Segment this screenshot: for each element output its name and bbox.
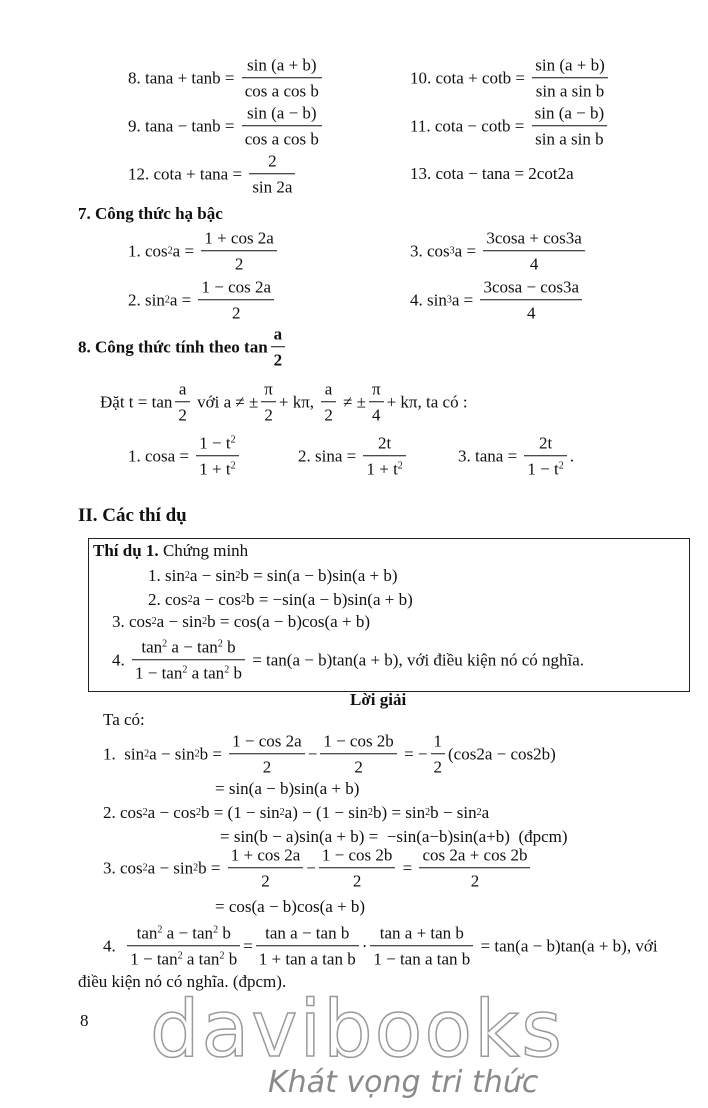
text: 1 − tan a tan b [373, 949, 471, 969]
numerator [138, 636, 238, 659]
text: 1 + cos 2a [204, 228, 274, 248]
superscript: 2 [213, 924, 219, 936]
denominator [228, 868, 304, 892]
text: a − sin [147, 858, 194, 877]
fraction [175, 378, 190, 426]
numerator [536, 432, 555, 455]
text: a = [172, 241, 199, 260]
formula-12 [128, 150, 298, 198]
section-heading-ii [78, 505, 187, 527]
denominator [261, 402, 276, 426]
text: b = [199, 744, 227, 763]
text: b [218, 923, 231, 943]
fraction [198, 276, 274, 324]
text: b = sin(a − b)sin(a + b) [240, 566, 398, 585]
denominator [319, 868, 396, 892]
text: a [481, 803, 490, 822]
text: 1 + t [199, 459, 231, 479]
text: = cos(a − b)cos(a + b) [215, 897, 366, 916]
superscript: 2 [182, 664, 188, 676]
text: 1. sin [148, 566, 185, 585]
text: a − cos [147, 803, 196, 822]
text: 1. cosa = [128, 446, 194, 465]
formula-13 [410, 164, 574, 184]
text: a [324, 379, 333, 399]
text: tan a + tan b [379, 923, 464, 943]
text: 2 [261, 871, 270, 891]
text: 1 − cos 2b [323, 731, 394, 751]
text: 11. cota − cotb = [410, 116, 529, 135]
fraction [201, 227, 277, 275]
text: 2. cos [148, 590, 188, 609]
denominator [175, 402, 190, 426]
example-item-1: 1. sin 2 a − sin 2 b = sin(a − b)sin(a + b) [148, 566, 398, 585]
formula-ha-bac-4: 4. sin 3 a = $\frac{3\cos a - \cos 3a}{4}$ [410, 276, 585, 324]
fraction [320, 730, 397, 778]
text: 1. cos [128, 241, 168, 260]
watermark-logo: davibooks [150, 985, 564, 1075]
text: 8. tana + tanb = [128, 68, 239, 87]
text: b [222, 637, 236, 657]
numerator [419, 844, 530, 867]
text: 4 [529, 254, 539, 274]
text: b) = sin [373, 803, 426, 822]
numerator [322, 378, 336, 401]
denominator [271, 347, 286, 371]
text: Đặt t = tan [100, 392, 173, 411]
numerator [228, 844, 304, 867]
text: (cos2a − cos2b) [448, 744, 556, 763]
fraction [321, 378, 336, 426]
numerator [244, 54, 320, 77]
text: 2 [264, 405, 273, 425]
text: 3. cos [112, 612, 152, 631]
formula-8 [128, 54, 325, 102]
text: b [229, 663, 242, 683]
denominator [256, 946, 359, 970]
superscript: 2 [397, 460, 403, 472]
example-item-2: 2. cos 2 a − cos 2 b = −sin(a − b)sin(a + b) [148, 590, 413, 609]
denominator [242, 126, 322, 150]
fraction [127, 922, 240, 970]
denominator [229, 754, 305, 778]
text: sin (a + b) [247, 55, 317, 75]
text: 1 − t [199, 433, 231, 453]
fraction [369, 378, 384, 426]
fraction [370, 922, 473, 970]
formula-9 [128, 102, 325, 150]
text: 2 [268, 151, 277, 171]
text: a − sin [149, 744, 195, 763]
text: + kπ, [278, 392, 319, 411]
text: 2 [262, 757, 272, 777]
fraction [132, 636, 245, 684]
text: 2 [273, 350, 283, 370]
text: 3. cos [103, 858, 143, 877]
fraction [483, 227, 585, 275]
text: = − [399, 744, 428, 763]
superscript: 2 [162, 638, 168, 650]
section-heading-8 [78, 323, 288, 371]
text: b = [198, 858, 225, 877]
text: với a ≠ ± [192, 392, 259, 411]
text: 10. cota + cotb = [410, 68, 530, 87]
fraction [271, 323, 286, 371]
text: 1 − cos 2a [232, 731, 302, 751]
text: ≠ ± [338, 392, 366, 411]
text: 2 [470, 871, 480, 891]
text: b = −sin(a − b)sin(a + b) [245, 590, 413, 609]
numerator [431, 730, 446, 753]
numerator [483, 227, 585, 250]
denominator [132, 660, 245, 684]
text: = sin(b − a)sin(a + b) = −sin(a−b)sin(a+b) (đpcm) [220, 827, 568, 846]
example-item-3: 3. cos 2 a − sin 2 b = cos(a − b)cos(a + b) [112, 612, 370, 631]
text: 1 + cos 2a [230, 845, 301, 865]
watermark-slogan: Khát vọng tri thức [268, 1065, 539, 1100]
section-heading-7 [78, 204, 223, 224]
text: 4 [372, 405, 381, 425]
text: 2t [378, 433, 392, 453]
text: b = cos(a − b)cos(a + b) [207, 612, 370, 631]
solution-4 [103, 922, 658, 970]
numerator [375, 432, 394, 455]
text: 1 [433, 731, 442, 751]
numerator [532, 102, 608, 125]
numerator [198, 276, 274, 299]
text: 1. sin [103, 744, 145, 763]
text: 1 + t [366, 459, 398, 479]
text: 3. tana = [458, 446, 522, 465]
text: a tan [187, 663, 225, 683]
superscript: 2 [157, 924, 163, 936]
text: 2t [538, 433, 553, 453]
text: 2 [178, 405, 187, 425]
denominator [370, 946, 473, 970]
fraction [363, 432, 405, 480]
text: 8 [80, 1011, 89, 1030]
fraction [229, 730, 305, 778]
text: = tan(a − b)tan(a + b), với điều kiện nó có nghĩa. [247, 650, 585, 669]
text: sin 2a [252, 177, 293, 197]
text: tan [136, 923, 158, 943]
text: Chứng minh [158, 541, 249, 560]
fraction [419, 844, 530, 892]
text: sin (a − b) [247, 103, 317, 123]
text: sin a sin b [535, 129, 604, 149]
text: 4. [112, 650, 129, 669]
denominator [532, 78, 608, 102]
denominator [431, 754, 446, 778]
formula-11 [410, 102, 610, 150]
superscript: 2 [217, 638, 223, 650]
text: 13. cota − tana = 2cot2a [410, 164, 574, 183]
text: II. Các thí dụ [78, 505, 187, 526]
text: 1 − cos 2a [201, 277, 272, 297]
fraction [532, 54, 608, 102]
denominator [483, 251, 585, 275]
numerator [134, 922, 234, 945]
text: 1 − t [527, 459, 559, 479]
text: π [371, 379, 381, 399]
numerator [262, 922, 352, 945]
formula-t-2 [298, 432, 409, 480]
text: 1 − cos 2b [321, 845, 393, 865]
text: 7. Công thức hạ bậc [78, 204, 223, 223]
formula-ha-bac-3: 3. cos 3 a = $\frac{3\cos a + \cos 3a}{4}$ [410, 227, 588, 275]
text: tan a − tan b [265, 923, 350, 943]
denominator [242, 78, 322, 102]
solution-2: 2. cos 2 a − cos 2 b = (1 − sin 2 a) − (1 − sin 2 b) = sin 2 b − sin 2 a [103, 803, 490, 822]
formula-10 [410, 54, 611, 102]
text: 2. sin [128, 290, 165, 309]
fraction [319, 844, 396, 892]
text: b = (1 − sin [200, 803, 280, 822]
text: a = [169, 290, 196, 309]
text: π [264, 379, 273, 399]
text: 2 [232, 303, 241, 323]
denominator [369, 402, 384, 426]
superscript: 2 [219, 950, 225, 962]
superscript: 2 [558, 460, 564, 472]
numerator [532, 54, 608, 77]
superscript: 2 [224, 664, 230, 676]
denominator [524, 456, 566, 480]
fraction [261, 378, 276, 426]
numerator [369, 378, 384, 401]
text: Lời giải [350, 690, 407, 709]
text: − [306, 858, 316, 877]
denominator [321, 402, 336, 426]
denominator [532, 126, 608, 150]
formula-t-3 [458, 432, 574, 480]
formula-ha-bac-2: 2. sin 2 a = $\frac{1 - \cos 2a}{2}$ [128, 276, 277, 324]
text: = sin(a − b)sin(a + b) [215, 779, 360, 798]
fraction [524, 432, 566, 480]
formula-ha-bac-1: 1. cos 2 a = $\frac{1 + \cos 2a}{2}$ [128, 227, 280, 275]
text: a − cos [192, 590, 241, 609]
denominator [198, 300, 274, 324]
text: cos a cos b [244, 81, 319, 101]
denominator [196, 456, 238, 480]
text: tan [141, 637, 163, 657]
text: 4. [103, 936, 125, 955]
text: 2 [433, 757, 442, 777]
text: a − tan [167, 637, 218, 657]
text: điều kiện nó có nghĩa. (đpcm). [78, 972, 287, 991]
bold-label: Thí dụ 1. [93, 541, 159, 560]
numerator [176, 378, 190, 401]
text: b [224, 949, 238, 969]
text: 2 [234, 254, 244, 274]
fraction [242, 54, 322, 102]
text: 2 [324, 405, 333, 425]
text: Ta có: [103, 710, 145, 729]
text: · [361, 936, 368, 955]
page-number [80, 1011, 89, 1031]
numerator [261, 378, 276, 401]
solution-1: 1. sin 2 a − sin 2 b = $\frac{1 - \cos 2a}{2}$ − $\frac{1 - \cos 2b}{2}$ = − $\frac{1}{2}$ (cos2a − cos2b) [103, 731, 556, 777]
solution-intro [103, 710, 145, 730]
text: 12. cota + tana = [128, 164, 247, 183]
text: a − sin [156, 612, 203, 631]
solution-3: 3. cos 2 a − sin 2 b = $\frac{1 + \cos 2a}{2}$ − $\frac{1 - \cos 2b}{2}$ = $\frac{\cos 2a + \cos 2b}{2}$ [103, 844, 533, 892]
superscript: 2 [230, 434, 236, 446]
text: . [569, 446, 574, 465]
fraction [480, 276, 582, 324]
text: b − sin [430, 803, 477, 822]
text: a) − (1 − sin [284, 803, 369, 822]
text: a tan [182, 949, 220, 969]
denominator [419, 868, 530, 892]
solution-1-cont [215, 779, 359, 799]
text: = [398, 858, 417, 877]
text: a [178, 379, 187, 399]
text: a = [454, 241, 481, 260]
text: a [273, 324, 283, 344]
numerator [244, 102, 320, 125]
denominator [201, 251, 277, 275]
numerator [377, 922, 467, 945]
text: sin (a + b) [535, 55, 605, 75]
numerator [319, 844, 396, 867]
example-title [93, 541, 248, 561]
example-item-4 [112, 636, 584, 684]
text: = [243, 936, 253, 955]
text: 3cosa − cos3a [483, 277, 579, 297]
text: 4. sin [410, 290, 447, 309]
text: 2. sina = [298, 446, 361, 465]
numerator [271, 323, 286, 346]
text: cos 2a + cos 2b [422, 845, 528, 865]
text: 2. cos [103, 803, 143, 822]
text: sin a sin b [535, 81, 605, 101]
superscript: 2 [230, 460, 236, 472]
fraction [228, 844, 304, 892]
text: 4 [526, 303, 536, 323]
substitution-line [100, 378, 468, 426]
fraction [242, 102, 322, 150]
numerator [480, 276, 582, 299]
text: 3cosa + cos3a [486, 228, 582, 248]
denominator [363, 456, 405, 480]
solution-3-cont [215, 897, 365, 917]
text: 2 [354, 757, 363, 777]
denominator [127, 946, 240, 970]
text: 9. tana − tanb = [128, 116, 239, 135]
fraction [431, 730, 446, 778]
denominator [480, 300, 582, 324]
text: a − sin [189, 566, 236, 585]
text: 1 − tan [135, 663, 183, 683]
numerator [196, 432, 238, 455]
text: − [307, 744, 318, 763]
superscript: 2 [177, 950, 183, 962]
numerator [265, 150, 280, 173]
text: = tan(a − b)tan(a + b), với [476, 936, 658, 955]
text: a − tan [162, 923, 214, 943]
numerator [320, 730, 397, 753]
text: a = [451, 290, 478, 309]
text: 8. Công thức tính theo tan [78, 337, 268, 356]
text: sin (a − b) [534, 103, 605, 123]
denominator [320, 754, 397, 778]
formula-t-1 [128, 432, 242, 480]
solution-heading [350, 690, 406, 710]
fraction [196, 432, 238, 480]
fraction [249, 150, 295, 198]
numerator [201, 227, 277, 250]
text: + kπ, ta có : [386, 392, 468, 411]
text: 2 [352, 871, 362, 891]
numerator [229, 730, 305, 753]
text: 1 − tan [130, 949, 178, 969]
denominator [249, 174, 295, 198]
text: 3. cos [410, 241, 450, 260]
fraction [532, 102, 608, 150]
text: 1 + tan a tan b [258, 949, 356, 969]
fraction [256, 922, 359, 970]
text: cos a cos b [244, 129, 319, 149]
